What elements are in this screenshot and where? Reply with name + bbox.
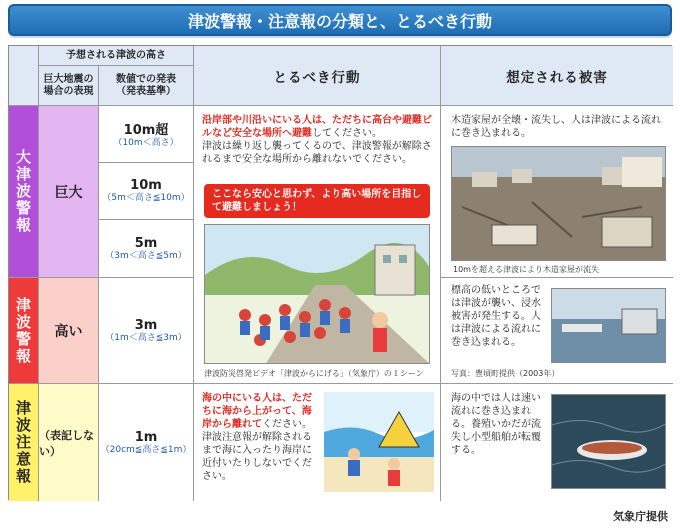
credit: 気象庁提供 [613, 510, 668, 523]
level-criteria: （5m＜高さ≦10m） [102, 193, 190, 203]
level-3m [99, 278, 194, 384]
level-10m-over [99, 106, 194, 163]
action-advisory-body: 津波注意報が解除されるまで海に入ったり海岸に近付いたりしないでください。 [202, 432, 312, 482]
capsized-boat-photo [551, 394, 666, 489]
damage-major-text: 木造家屋が全壊・流失し、人は津波による流れに巻き込まれる。 [451, 115, 661, 139]
action-warning-caption: 津波防災啓発ビデオ「津波からにげる」（気象庁）の１シーン [204, 369, 424, 378]
action-advisory-suffix: ください。 [262, 419, 312, 430]
flood-photo-icon [552, 289, 666, 363]
capsized-boat-photo-icon [552, 395, 666, 489]
level-height: 10m超 [123, 123, 169, 138]
evacuation-illustration [204, 224, 430, 364]
level-height: 3m [134, 317, 158, 333]
warning-expression: 高い [39, 278, 99, 384]
action-warning-text [202, 114, 434, 166]
damage-advisory-text: 海の中では人は速い流れに巻き込まれる。養殖いかだが流失し小型船舶が転覆する。 [451, 393, 541, 456]
header-expression: 巨大地震の 場合の表現 [39, 66, 99, 106]
damage-warning-cell [441, 278, 673, 384]
beach-illustration-icon [324, 392, 434, 492]
level-1m [99, 384, 194, 501]
major-warning-label: 大津波警報 [9, 106, 39, 278]
action-advisory-text [202, 392, 318, 483]
header-numeric: 数値での発表 （発表基準） [99, 66, 194, 106]
level-height: 5m [134, 235, 158, 251]
header-predicted-height: 予想される津波の高さ [39, 46, 194, 66]
header-action: とるべき行動 [194, 46, 441, 106]
advisory-label: 津波注意報 [9, 384, 39, 501]
header-damage: 想定される被害 [441, 46, 673, 106]
evacuation-illustration-icon [205, 225, 430, 364]
flood-photo [551, 288, 666, 363]
damage-advisory-cell [441, 384, 673, 501]
warning-label: 津波警報 [9, 278, 39, 384]
advisory-expression: （表記しない） [39, 384, 99, 501]
damage-major-cell [441, 106, 673, 278]
action-warning-red: 沿岸部や川沿いにいる人は、ただちに高台や避難ビルなど安全な場所へ避難 [202, 115, 432, 139]
action-warning-suffix: してください。 [312, 128, 382, 139]
level-5m [99, 220, 194, 278]
level-height: 1m [134, 429, 158, 445]
action-warning-cell [194, 106, 441, 384]
beach-illustration [324, 392, 434, 492]
damage-warning-caption: 写真：豊頃町提供（2003年） [451, 369, 560, 378]
classification-table [8, 45, 672, 500]
major-warning-expression: 巨大 [39, 106, 99, 278]
level-criteria: （3m＜高さ≦5m） [105, 250, 187, 261]
damage-major-caption: 10mを超える津波により木造家屋が流失 [453, 265, 599, 274]
action-advisory-cell [194, 384, 441, 501]
level-criteria: （20cm≦高さ≦1m） [100, 444, 192, 455]
level-criteria: （1m＜高さ≦3m） [105, 332, 187, 343]
action-warning-body: 津波は繰り返し襲ってくるので、津波警報が解除されるまで安全な場所から離れないでください。 [202, 141, 432, 165]
action-advisory-red: 海の中にいる人は、ただちに海から上がって、海岸から離れて [202, 393, 312, 430]
level-criteria: （10m＜高さ） [113, 138, 179, 148]
action-warning-callout: ここなら安心と思わず、より高い場所を目指して避難しましょう！ [204, 184, 430, 218]
level-height: 10m [130, 178, 162, 193]
disaster-photo-icon [452, 147, 666, 261]
page-title: 津波警報・注意報の分類と、とるべき行動 [8, 4, 672, 36]
header-corner [9, 46, 39, 106]
disaster-photo [451, 146, 666, 261]
damage-warning-text: 標高の低いところでは津波が襲い、浸水被害が発生する。人は津波による流れに巻き込まれる。 [451, 285, 541, 348]
level-10m [99, 163, 194, 220]
